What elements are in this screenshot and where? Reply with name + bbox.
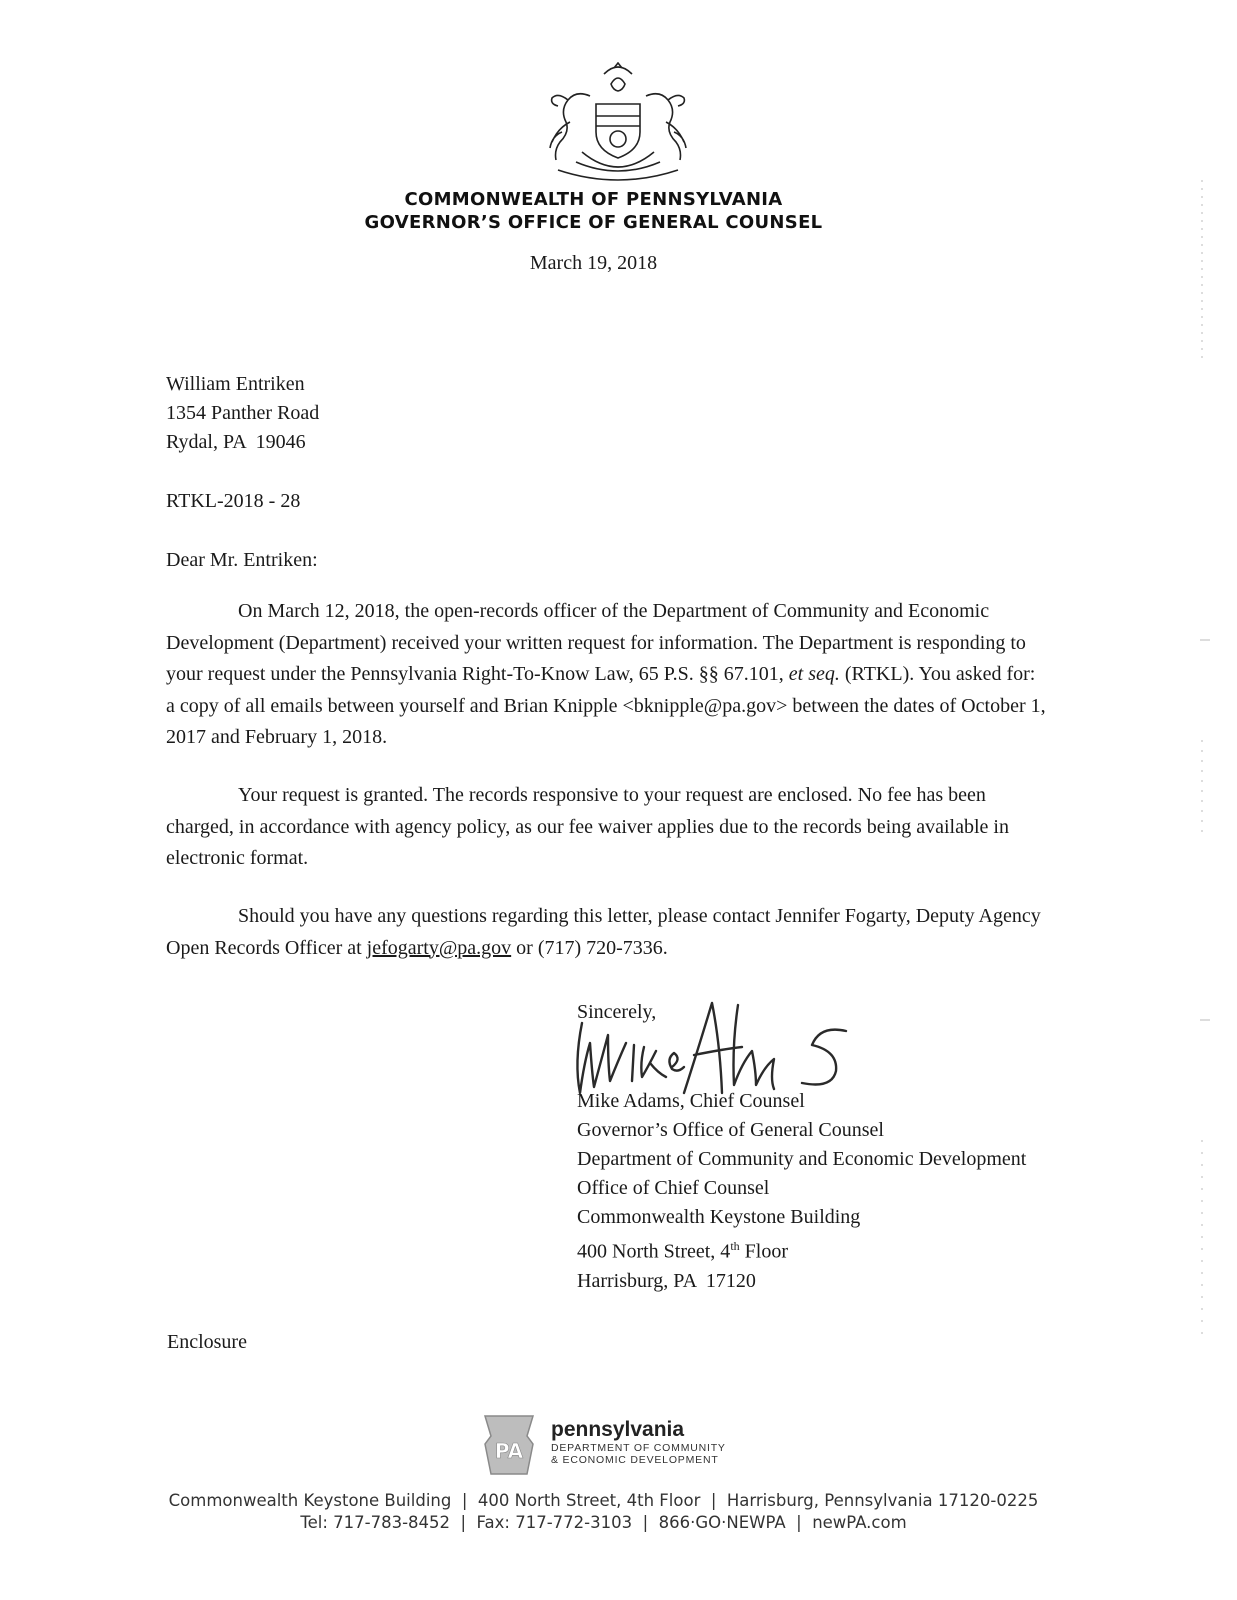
- signer-department: Department of Community and Economic Development: [577, 1148, 1027, 1170]
- brand-name: pennsylvania: [551, 1418, 685, 1441]
- footer-address: Commonwealth Keystone Building | 400 North Street, 4th Floor | Harrisburg, Pennsylvania 17120-0225: [168, 1491, 1039, 1510]
- signer-street-floor: Floor: [739, 1240, 788, 1263]
- signer-street-sup: th: [730, 1239, 740, 1253]
- body-paragraph-2: [166, 780, 1046, 875]
- signer-street-main: 400 North Street, 4: [577, 1240, 731, 1263]
- pennsylvania-seal-icon: [518, 62, 718, 184]
- recipient-street: 1354 Panther Road: [166, 402, 320, 424]
- body-p1-part-a: On March 12, 2018, the open-records officer of the Department of Community and Economic Development (Department) received your written request for information. The Department is responding to your request under the Pennsylvania Right-To-Know Law, 65 P.S. §§ 67.101,: [166, 600, 1026, 685]
- body-paragraph-1: [166, 596, 1046, 754]
- body-p3-part-b: or (717) 720-7336.: [511, 936, 668, 959]
- signer-office: Governor’s Office of General Counsel: [577, 1119, 884, 1141]
- signer-city: Harrisburg, PA 17120: [577, 1269, 756, 1292]
- body-p1-part-b: (RTKL). You asked for: a copy of all emails between yourself and Brian Knipple <bknipple@pa.gov> between the dates of October 1, 2017 and February 1, 2018.: [166, 663, 1046, 748]
- body-p2-text: Your request is granted. The records responsive to your request are enclosed. No fee has been charged, in accordance with agency policy, as our fee waiver applies due to the records being available in electronic format.: [166, 784, 1009, 869]
- footer-brand: [551, 1418, 726, 1466]
- body-paragraph-3: [166, 901, 1046, 964]
- signer-name-title: Mike Adams, Chief Counsel: [577, 1090, 805, 1112]
- footer-contact: Tel: 717-783-8452 | Fax: 717-772-3103 | 866·GO·NEWPA | newPA.com: [300, 1513, 907, 1532]
- letterhead-line-1: COMMONWEALTH OF PENNSYLVANIA: [404, 189, 783, 210]
- salutation: Dear Mr. Entriken:: [166, 549, 318, 571]
- signature-block: [577, 1087, 1026, 1296]
- body-p3-part-a: Should you have any questions regarding this letter, please contact Jennifer Fogarty, Deputy Agency Open Records Officer at: [166, 905, 1041, 959]
- signer-sub-office: Office of Chief Counsel: [577, 1177, 770, 1199]
- contact-email-link[interactable]: jefogarty@pa.gov: [366, 936, 512, 959]
- scan-edge-marks: [1196, 140, 1216, 1390]
- valediction: Sincerely,: [577, 1001, 657, 1023]
- signer-street: [577, 1232, 1026, 1267]
- handwritten-signature-icon: [562, 983, 862, 1103]
- pa-logo-text: PA: [494, 1439, 524, 1463]
- brand-line-1: DEPARTMENT OF COMMUNITY: [551, 1442, 726, 1454]
- recipient-name: William Entriken: [166, 373, 305, 395]
- letter-date: March 19, 2018: [529, 252, 658, 274]
- brand-line-2: & ECONOMIC DEVELOPMENT: [551, 1454, 719, 1466]
- recipient-city: Rydal, PA 19046: [166, 431, 306, 453]
- pa-keystone-logo-icon: [479, 1414, 539, 1476]
- enclosure-note: Enclosure: [167, 1331, 247, 1353]
- reference-number: RTKL-2018 - 28: [166, 490, 301, 512]
- signer-building: Commonwealth Keystone Building: [577, 1206, 861, 1228]
- letterhead-line-2: GOVERNOR’S OFFICE OF GENERAL COUNSEL: [364, 212, 823, 233]
- body-p1-italic: et seq.: [788, 663, 840, 685]
- recipient-address: [166, 370, 319, 457]
